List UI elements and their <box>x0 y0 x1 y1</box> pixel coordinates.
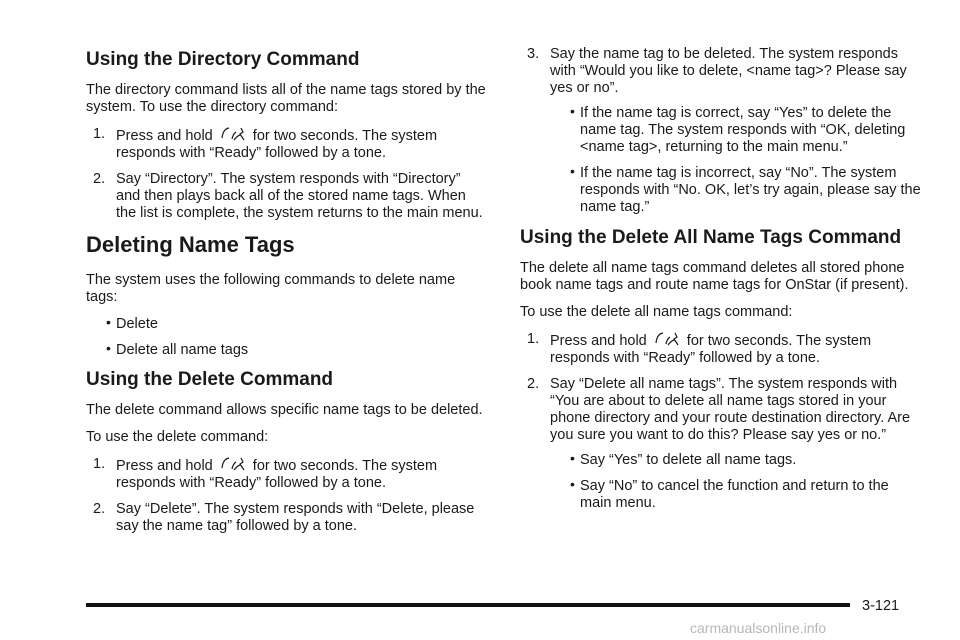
heading-deleting-name-tags: Deleting Name Tags <box>86 232 295 257</box>
step-text: Say “Delete all name tags”. The system responds with “You are about to delete all name tags stored in your phone directory and your route destination directory. Are you sure you want to do this? Please say yes or no.” <box>550 376 911 443</box>
directory-steps <box>86 126 486 222</box>
list-item: • Delete <box>106 314 158 332</box>
step-text-post: for two seconds. The system responds with “Ready” followed by a tone. <box>116 128 438 161</box>
step-number: 3. <box>527 46 540 62</box>
paragraph-directory-intro: The directory command lists all of the name tags stored by the system. To use the directory command: <box>86 82 486 115</box>
step-number: 2. <box>93 501 106 517</box>
delete-step-3 <box>520 46 922 216</box>
delete-commands-list <box>86 316 486 359</box>
left-column <box>86 40 486 545</box>
paragraph-delete-all-use: To use the delete all name tags command: <box>520 304 793 320</box>
bullet-icon: • <box>570 103 575 119</box>
list-item: • Delete all name tags <box>106 340 249 358</box>
watermark: carmanualsonline.info <box>690 620 827 636</box>
directory-step-1 <box>86 126 486 162</box>
phone-voice-icon <box>654 331 680 347</box>
list-item: • If the name tag is correct, say “Yes” to delete the name tag. The system responds with “OK, deleting <name tag>, returning to the main menu.” <box>570 103 906 155</box>
step-2-options <box>550 452 922 512</box>
delete-all-steps <box>520 331 922 512</box>
delete-steps <box>86 456 486 535</box>
right-column <box>520 40 922 522</box>
directory-step-2 <box>86 171 486 222</box>
step-text-pre: Press and hold <box>550 333 647 349</box>
step-3-options <box>550 105 922 216</box>
delete-all-step-2 <box>520 376 922 512</box>
step-text: Say “Directory”. The system responds with “Directory” and then plays back all of the stored name tags. When the list is complete, the system returns to the main menu. <box>116 171 483 221</box>
phone-voice-icon <box>220 126 246 142</box>
step-number: 1. <box>527 331 540 347</box>
step-text-pre: Press and hold <box>116 128 213 144</box>
bullet-icon: • <box>106 340 111 356</box>
delete-steps-continued <box>520 46 922 216</box>
step-text: Say the name tag to be deleted. The system responds with “Would you like to delete, <name tag>? Please say yes or no”. <box>550 46 907 96</box>
heading-directory-command: Using the Directory Command <box>86 49 360 70</box>
step-text-post: for two seconds. The system responds with “Ready” followed by a tone. <box>116 458 438 491</box>
paragraph-delete-use: To use the delete command: <box>86 429 269 445</box>
bullet-icon: • <box>570 450 575 466</box>
list-item: • If the name tag is incorrect, say “No”. The system responds with “No. OK, let’s try again, please say the name tag.” <box>570 163 921 215</box>
delete-step-1 <box>86 456 486 492</box>
page-number: 3-121 <box>862 598 900 614</box>
step-number: 2. <box>527 376 540 392</box>
paragraph-delete-intro: The delete command allows specific name tags to be deleted. <box>86 402 483 418</box>
step-text-pre: Press and hold <box>116 458 213 474</box>
step-number: 1. <box>93 456 106 472</box>
bullet-icon: • <box>570 163 575 179</box>
bullet-icon: • <box>570 476 575 492</box>
heading-delete-all-command: Using the Delete All Name Tags Command <box>520 227 902 248</box>
step-number: 2. <box>93 171 106 187</box>
bullet-icon: • <box>106 314 111 330</box>
paragraph-delete-all-intro: The delete all name tags command deletes all stored phone book name tags and route name tags for OnStar (if present). <box>520 260 909 293</box>
step-text-post: for two seconds. The system responds with “Ready” followed by a tone. <box>550 333 872 366</box>
step-number: 1. <box>93 126 106 142</box>
footer-rule <box>86 603 850 607</box>
paragraph-deleting-intro: The system uses the following commands to delete name tags: <box>86 272 456 305</box>
list-item: • Say “Yes” to delete all name tags. <box>570 450 797 468</box>
step-text: Say “Delete”. The system responds with “Delete, please say the name tag” followed by a tone. <box>116 501 475 534</box>
phone-voice-icon <box>220 456 246 472</box>
list-item: • Say “No” to cancel the function and return to the main menu. <box>570 476 889 511</box>
delete-step-2 <box>86 501 486 535</box>
heading-delete-command: Using the Delete Command <box>86 369 334 390</box>
delete-all-step-1 <box>520 331 922 367</box>
